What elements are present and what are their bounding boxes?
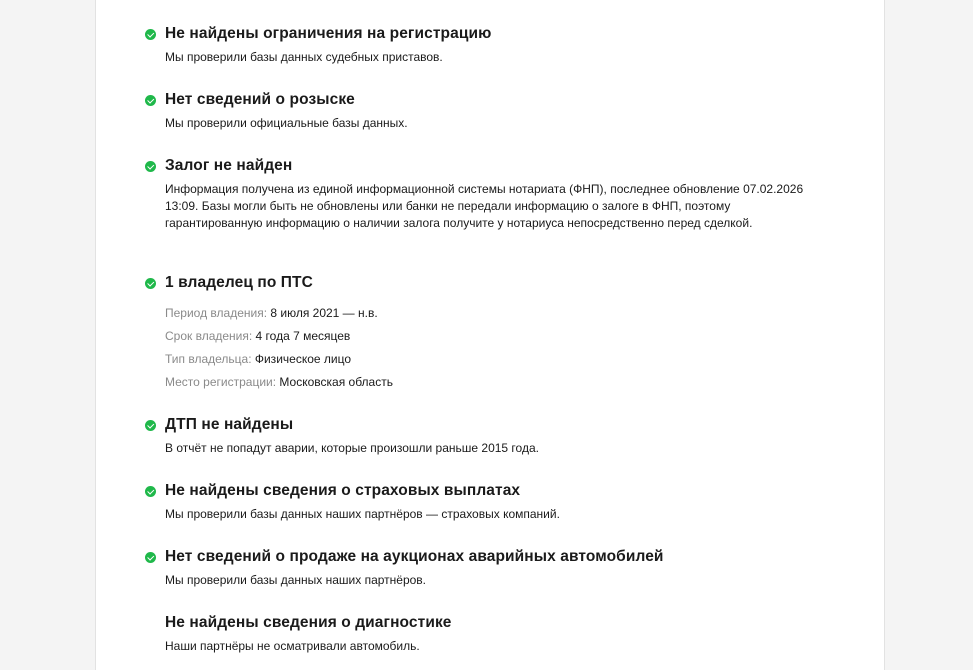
check-item-insurance-payouts [145,481,825,523]
item-description: В отчёт не попадут аварии, которые произошли раньше 2015 года. [165,441,539,455]
check-circle-icon [145,161,156,172]
ownership-duration-label: Срок владения: [165,329,256,343]
registration-place-row [165,374,825,391]
owner-type-row [165,351,825,368]
check-item-diagnostics [145,613,825,655]
check-circle-icon [145,420,156,431]
check-item-pledge [145,156,825,232]
ownership-duration-value: 4 года 7 месяцев [255,329,351,343]
item-description: Мы проверили базы данных наших партнёров — страховых компаний. [165,507,560,521]
ownership-duration-row [165,328,825,345]
check-circle-icon [145,29,156,40]
item-title: 1 владелец по ПТС [165,274,313,291]
item-title: Не найдены ограничения на регистрацию [165,25,492,42]
check-circle-icon [145,278,156,289]
item-title: Нет сведений о продаже на аукционах аварийных автомобилей [165,548,664,565]
report-panel [95,0,885,670]
registration-place-value: Московская область [279,375,393,389]
item-description: Информация получена из единой информационной системы нотариата (ФНП), последнее обновление 07.02.2026 13:09. Базы могли быть не обновлены или банки не передали информацию о залоге в ФНП, поэтому гарантированную информацию о наличии залога получите у нотариуса непосредственно перед сделкой. [165,182,804,230]
check-circle-icon [145,486,156,497]
item-title: ДТП не найдены [165,416,294,433]
owner-type-label: Тип владельца: [165,352,255,366]
item-description: Мы проверили базы данных судебных приставов. [165,50,443,64]
check-item-registration-restrictions [145,24,825,66]
check-circle-icon [145,95,156,106]
check-item-wanted [145,90,825,132]
check-circle-icon [145,552,156,563]
item-title: Нет сведений о розыске [165,91,355,108]
owner-type-value: Физическое лицо [254,352,351,366]
registration-place-label: Место регистрации: [165,375,280,389]
item-title: Не найдены сведения о диагностике [165,614,452,631]
ownership-period-label: Период владения: [165,306,271,320]
check-item-accidents [145,415,825,457]
ownership-period-value: 8 июля 2021 — н.в. [270,306,378,320]
item-title: Залог не найден [165,157,293,174]
item-title: Не найдены сведения о страховых выплатах [165,482,521,499]
item-description: Наши партнёры не осматривали автомобиль. [165,639,420,653]
item-description: Мы проверили базы данных наших партнёров. [165,573,427,587]
check-item-salvage-auctions [145,547,825,589]
item-description: Мы проверили официальные базы данных. [165,116,408,130]
ownership-period-row [165,305,825,322]
check-item-owners [145,273,825,391]
